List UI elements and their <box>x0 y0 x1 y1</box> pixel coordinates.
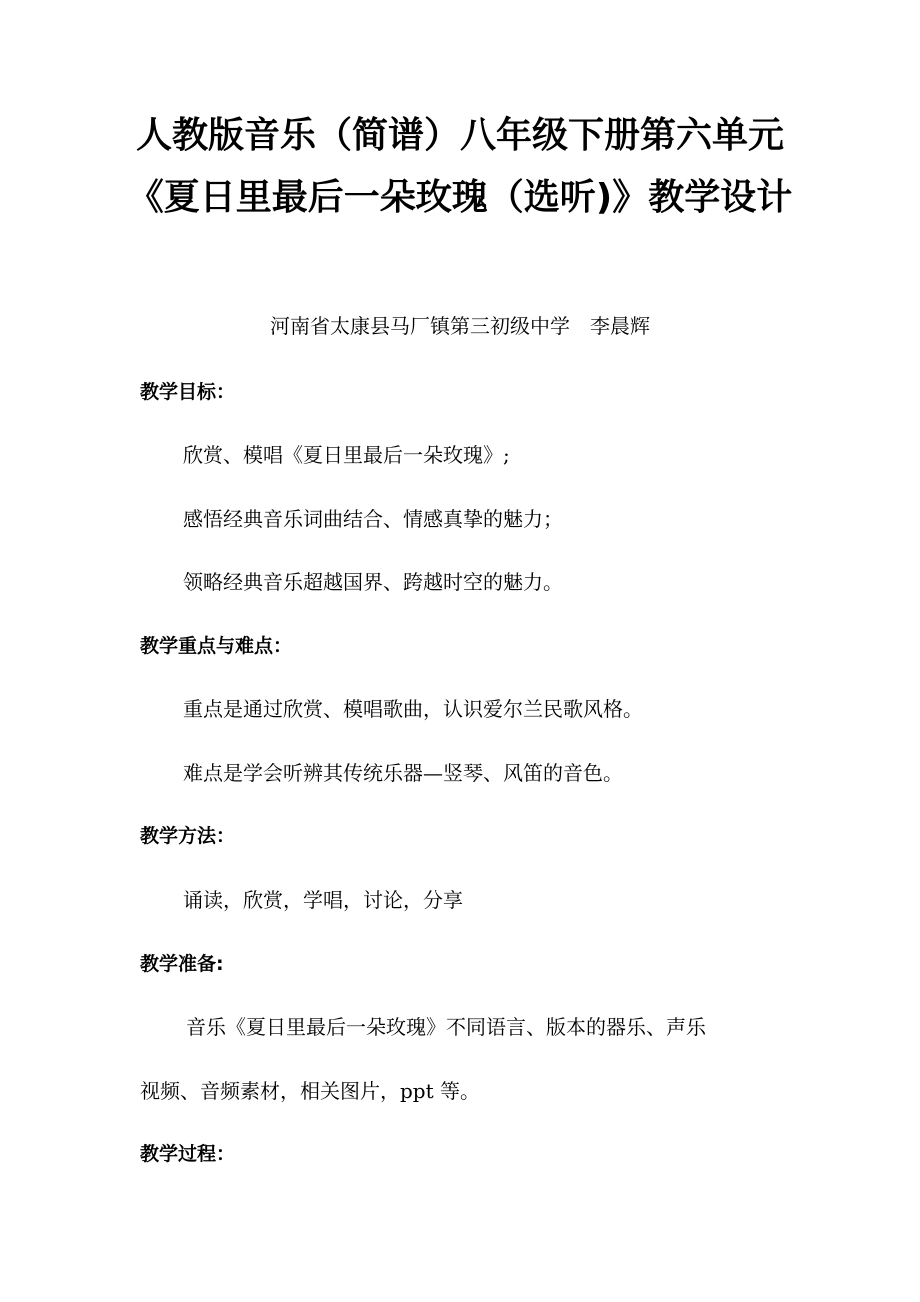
preparation-text-line-2: 视频、音频素材，相关图片，ppt 等。 <box>140 1079 480 1103</box>
objective-item-2: 感悟经典音乐词曲结合、情感真挚的魅力； <box>183 507 563 531</box>
objective-item-1: 欣赏、模唱《夏日里最后一朵玫瑰》; <box>183 443 510 467</box>
methods-heading: 教学方法： <box>140 825 236 847</box>
process-heading: 教学过程： <box>140 1143 236 1165</box>
methods-text: 诵读，欣赏，学唱，讨论，分享 <box>183 888 463 912</box>
objective-item-3: 领略经典音乐超越国界、跨越时空的魅力。 <box>183 570 563 594</box>
preparation-heading: 教学准备: <box>140 953 224 975</box>
document-title-line-2: 《夏日里最后一朵玫瑰（选听)》教学设计 <box>127 177 793 218</box>
key-points-heading: 教学重点与难点： <box>140 635 293 657</box>
author-affiliation: 河南省太康县马厂镇第三初级中学 李晨辉 <box>270 314 650 338</box>
objectives-heading: 教学目标： <box>140 381 236 403</box>
key-point-item-2: 难点是学会听辨其传统乐器—竖琴、风笛的音色。 <box>183 761 623 785</box>
key-point-item-1: 重点是通过欣赏、模唱歌曲，认识爱尔兰民歌风格。 <box>183 697 643 721</box>
document-title-line-1: 人教版音乐（简谱）八年级下册第六单元 <box>135 115 784 156</box>
preparation-text-line-1: 音乐《夏日里最后一朵玫瑰》不同语言、版本的器乐、声乐 <box>186 1015 706 1039</box>
